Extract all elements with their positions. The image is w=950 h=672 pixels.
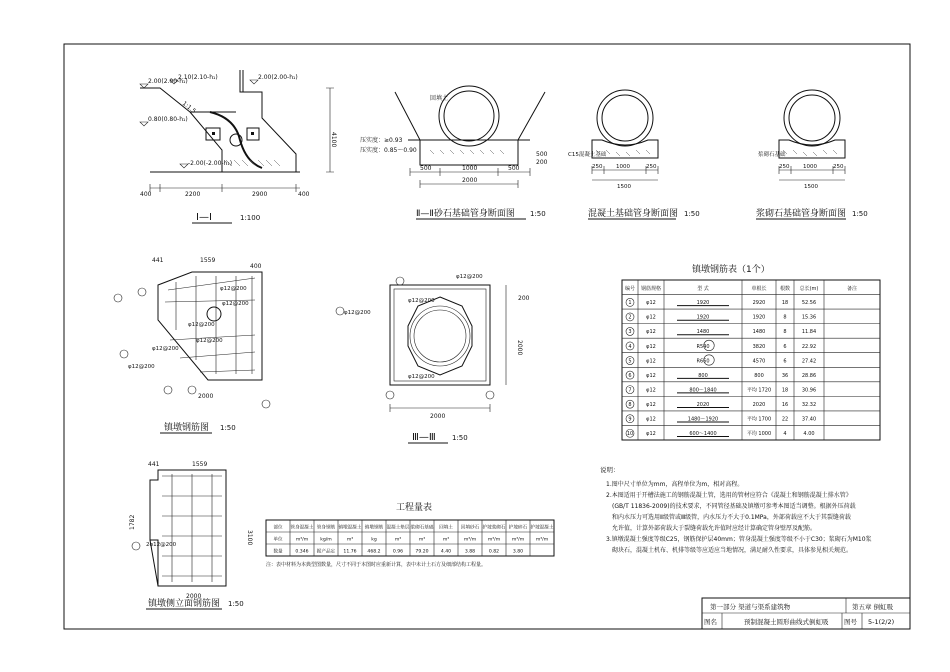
section-1-1: [140, 70, 337, 223]
rebar-header-6: 备注: [846, 285, 858, 292]
s5-scale: 1:50: [220, 424, 236, 432]
rebar-cell-9-total: 4.00: [803, 431, 815, 438]
rebar-header-5: 总长(m): [799, 285, 819, 292]
section-2-2: [360, 86, 548, 219]
s6-rebar-4: φ12@200: [408, 374, 435, 380]
rebar-cell-0-total: 52.56: [801, 300, 817, 307]
rebar-header-1: 钢筋规格: [640, 285, 662, 292]
rebar-cell-6-shape: 800～1840: [689, 387, 717, 394]
s3-dim-250a: 250: [592, 164, 603, 170]
rebar-cell-0-shape: 1920: [696, 300, 710, 307]
rebar-cell-7-shape: 2020: [696, 401, 710, 408]
qty-cell-0-5: 混凝土垫层: [386, 525, 410, 531]
rebar-cell-5-shape: 800: [698, 372, 708, 379]
rebar-cell-4-len: 4570: [752, 358, 766, 365]
rebar-cell-9-len: 平均 1000: [746, 431, 772, 438]
rebar-cell-4-spec: φ12: [646, 358, 656, 365]
qty-cell-2-1: 0.346: [295, 549, 309, 555]
note-line-4: 和内水压力可选用Ⅱ级管或Ⅲ级管，内水压力不大于0.1MPa，外部荷载应不大于其裂缝荷载: [612, 514, 851, 521]
rebar-cell-6-spec: φ12: [646, 387, 656, 394]
s5-dim-2000: 2000: [198, 393, 214, 400]
s7-dim-1559: 1559: [192, 461, 208, 468]
rebar-cell-2-shape: 1480: [696, 329, 710, 336]
rebar-cell-1-shape: 1920: [696, 314, 710, 321]
rebar-cell-9-spec: φ12: [646, 431, 656, 438]
rebar-cell-2-len: 1480: [752, 329, 766, 336]
s1-slope: 1:1.5: [180, 100, 198, 116]
rebar-cell-7-len: 2020: [752, 401, 766, 408]
s1-dim-400a: 400: [140, 191, 152, 198]
rebar-cell-2-no: 3: [628, 329, 632, 336]
rebar-cell-6-no: 7: [628, 387, 632, 394]
quantity-note: 注：表中材料为本典型图数量，尺寸不同于本图时应重新计算，表中未计土石方及细部结构工程量。: [266, 562, 487, 568]
qty-cell-1-11: m³/m: [535, 537, 549, 543]
s7-dim-441: 441: [148, 461, 160, 468]
s1-dim-400b: 400: [298, 191, 310, 198]
qty-cell-1-2: kg/m: [320, 537, 332, 543]
qty-cell-2-9: 0.82: [488, 549, 500, 555]
s5-dim-1559: 1559: [200, 257, 216, 264]
rebar-cell-6-total: 30.96: [801, 387, 817, 394]
qty-cell-0-3: 镇墩混凝土: [338, 525, 362, 531]
rebar-cell-7-total: 32.32: [801, 401, 817, 408]
s2-title: Ⅱ—Ⅱ砂石基础管身断面图: [416, 209, 515, 219]
note-line-3: (GB/T 11836-2009)的技术要求，不同管径基础及镇墩可参考本图适当调整。根据外压荷载: [612, 503, 856, 510]
rebar-cell-0-no: 1: [628, 300, 632, 307]
note-line-7: 砌块石，混凝土机布、机排等级等应适应当地情况，满足耐久性要求，具体参见相关规范。: [612, 547, 853, 554]
s4-dim-1000: 1000: [803, 164, 817, 170]
rebar-table-title: 镇墩钢筋表（1个）: [692, 265, 770, 275]
s1-level-1: 2.00(2.00-h₁): [148, 78, 188, 85]
rebar-cell-8-len: 平均 1700: [746, 416, 772, 423]
s6-dim-2000b: 2000: [516, 340, 523, 356]
rebar-cell-3-no: 4: [628, 343, 632, 350]
s2-dim-2000: 2000: [462, 177, 478, 184]
rebar-cell-6-len: 平均 1720: [746, 387, 772, 394]
rebar-cell-5-total: 28.86: [801, 372, 817, 379]
rebar-cell-8-spec: φ12: [646, 416, 656, 423]
rebar-header-0: 编号: [624, 285, 636, 292]
qty-cell-1-8: m³/m: [463, 537, 477, 543]
rebar-header-3: 单根长: [751, 285, 767, 292]
rebar-cell-5-spec: φ12: [646, 372, 656, 379]
s4-label: 浆砌石基础: [758, 152, 786, 158]
qty-cell-0-4: 镇墩钢筋: [364, 525, 384, 531]
note-line-5: 允许值，计算外部荷载大于裂缝荷载允许值时应经计算确定管身壁厚及配筋。: [612, 525, 817, 532]
note-line-1: 1.图中尺寸单位为mm，高程单位为m，相对高程。: [606, 481, 744, 488]
rebar-table: [622, 263, 880, 440]
note-line-2: 2.本图适用于开槽法施工的钢筋混凝土管，选用的管材应符合《混凝土和钢筋混凝土排水管》: [606, 492, 852, 499]
qty-cell-1-6: m³: [418, 537, 426, 543]
s7-title: 镇墩侧立面钢筋图: [148, 599, 221, 609]
s4-title: 浆砌石基础管身断面图: [756, 209, 847, 219]
qty-cell-2-10: 3.80: [512, 549, 524, 555]
s3-dim-1000: 1000: [616, 164, 630, 170]
rebar-cell-9-count: 4: [783, 431, 787, 438]
s3-scale: 1:50: [684, 210, 700, 218]
rebar-cell-3-len: 3820: [752, 343, 766, 350]
rebar-cell-8-total: 37.40: [801, 416, 817, 423]
qty-cell-1-9: m³/m: [487, 537, 501, 543]
s7-dim-3100: 3100: [246, 530, 253, 546]
s7-dim-1782: 1782: [129, 514, 136, 530]
title-block-chapter: 第五章 倒虹吸: [852, 603, 894, 611]
rebar-cell-0-spec: φ12: [646, 300, 656, 307]
quantity-table-title: 工程量表: [396, 503, 433, 513]
s6-rebar-1: φ12@200: [408, 298, 435, 304]
s4-dim-250a: 250: [779, 164, 790, 170]
section-masonry-foundation: [756, 90, 868, 219]
rebar-cell-1-len: 1920: [752, 314, 766, 321]
rebar-cell-5-no: 6: [628, 372, 632, 379]
qty-cell-2-7: 4.40: [440, 549, 452, 555]
rebar-cell-4-shape: R660: [696, 358, 710, 365]
rebar-cell-6-count: 18: [781, 387, 789, 394]
qty-cell-0-11: 护坡混凝土: [530, 525, 554, 531]
s4-scale: 1:50: [852, 210, 868, 218]
s3-label: C15混凝土基础: [568, 152, 607, 158]
title-block-part: 第一部分 渠道与渠系建筑物: [710, 603, 791, 611]
rebar-cell-7-spec: φ12: [646, 401, 656, 408]
title-block-no: 5-1(2/2): [868, 618, 895, 626]
rebar-cell-7-count: 16: [781, 401, 789, 408]
s5-dim-441: 441: [152, 257, 164, 264]
s5-rebar-2: φ12@200: [222, 301, 249, 307]
qty-cell-0-10: 护坡碎石: [508, 525, 528, 531]
qty-cell-0-8: 回填砂石: [460, 525, 480, 531]
anchor-rebar-drawing: [114, 257, 270, 433]
rebar-cell-3-spec: φ12: [646, 343, 656, 350]
notes-title: 说明：: [600, 466, 620, 474]
rebar-cell-1-total: 15.36: [801, 314, 817, 321]
s1-level-2: 2.10(2.10-h₁): [178, 74, 218, 81]
title-block-name-label: 图名: [704, 618, 717, 626]
qty-cell-1-3: m³: [346, 537, 354, 543]
rebar-cell-5-len: 800: [754, 372, 764, 379]
s1-level-4: 0.80(0.80-h₁): [148, 116, 188, 123]
rebar-cell-8-no: 9: [628, 416, 632, 423]
rebar-cell-4-no: 5: [628, 358, 632, 365]
qty-cell-2-6: 79.20: [415, 549, 429, 555]
rebar-cell-7-no: 8: [628, 401, 632, 408]
rebar-cell-9-no: 10: [626, 431, 634, 438]
side-elevation-rebar: [129, 461, 253, 609]
s3-title: 混凝土基础管身断面图: [588, 209, 679, 219]
s2-note-1: 压实度：≥0.93: [360, 137, 403, 144]
note-line-6: 3.镇墩混凝土强度等级C25，钢筋保护层40mm；管身混凝土强度等级不小于C30；浆砌石为M10浆: [606, 536, 872, 543]
s6-dim-200: 200: [518, 295, 530, 302]
qty-cell-0-2: 管身钢筋: [316, 525, 336, 531]
rebar-cell-9-shape: 600～1400: [689, 431, 717, 438]
s6-rebar-3: φ12@200: [344, 310, 371, 316]
s3-dim-1500: 1500: [617, 184, 631, 190]
design-notes: [600, 465, 872, 554]
section-3-3: [336, 274, 530, 443]
section-concrete-foundation: [568, 90, 700, 219]
rebar-header-4: 根数: [779, 285, 791, 292]
rebar-cell-1-count: 8: [783, 314, 787, 321]
s1-level-5: -2.00(-2.00-h₁): [188, 160, 233, 167]
rebar-cell-5-count: 36: [781, 372, 789, 379]
title-block: [702, 598, 910, 629]
qty-cell-1-5: m³: [394, 537, 402, 543]
s7-dim-2000: 2000: [186, 593, 202, 600]
rebar-cell-0-count: 18: [781, 300, 789, 307]
rebar-cell-8-shape: 1480～1920: [687, 416, 719, 423]
qty-cell-0-7: 回填土: [439, 525, 453, 531]
s5-rebar-4: φ12@200: [152, 346, 179, 352]
s7-rebar-1: 2φ12@200: [146, 542, 177, 548]
s5-rebar-6: φ12@200: [196, 338, 223, 344]
qty-cell-0-6: 浆砌石基础: [410, 525, 434, 531]
s6-rebar-2: φ12@200: [456, 274, 483, 280]
s5-title: 镇墩钢筋图: [164, 423, 210, 433]
qty-cell-1-7: m³: [442, 537, 450, 543]
s2-dim-200: 200: [536, 159, 548, 166]
qty-cell-2-8: 3.88: [464, 549, 476, 555]
quantity-table: [266, 501, 554, 568]
s6-dim-2000a: 2000: [430, 413, 446, 420]
rebar-cell-2-total: 11.84: [801, 329, 817, 336]
s2-fill-label: 回填土: [430, 95, 449, 102]
qty-cell-2-0: 数量: [273, 549, 283, 555]
s2-note-2: 压实度：0.85～0.90: [360, 147, 417, 154]
s6-title: Ⅲ—Ⅲ: [412, 432, 436, 443]
qty-cell-0-9: 护坡浆砌石: [482, 525, 506, 531]
rebar-header-2: 型 式: [697, 285, 709, 292]
s2-dim-500a: 500: [420, 165, 432, 172]
s4-dim-250b: 250: [833, 164, 844, 170]
rebar-cell-2-count: 8: [783, 329, 787, 336]
rebar-cell-3-shape: R540: [696, 343, 710, 350]
s1-dim-2900: 2900: [252, 191, 268, 198]
rebar-cell-4-count: 6: [783, 358, 787, 365]
qty-cell-2-3: 11.76: [343, 549, 357, 555]
qty-cell-1-10: m³/m: [511, 537, 525, 543]
s6-scale: 1:50: [452, 434, 468, 442]
rebar-cell-8-count: 22: [781, 416, 789, 423]
s1-scale: 1:100: [240, 214, 261, 222]
s2-scale: 1:50: [530, 210, 546, 218]
rebar-cell-4-total: 27.42: [801, 358, 817, 365]
qty-cell-0-0: 部位: [273, 525, 283, 531]
s7-scale: 1:50: [228, 600, 244, 608]
s3-dim-250b: 250: [646, 164, 657, 170]
rebar-cell-0-len: 2920: [752, 300, 766, 307]
qty-cell-1-4: kg: [371, 537, 377, 543]
s5-rebar-5: φ12@200: [128, 364, 155, 370]
rebar-cell-2-spec: φ12: [646, 329, 656, 336]
qty-cell-0-1: 管身混凝土: [290, 525, 314, 531]
s1-title: Ⅰ—Ⅰ: [196, 212, 212, 223]
s2-dim-500c: 500: [536, 151, 548, 158]
rebar-cell-3-count: 6: [783, 343, 787, 350]
rebar-cell-1-no: 2: [628, 314, 632, 321]
s5-rebar-1: φ12@200: [220, 286, 247, 292]
rebar-cell-1-spec: φ12: [646, 314, 656, 321]
qty-cell-2-5: 0.96: [392, 549, 404, 555]
s1-dim-4100: 4100: [330, 132, 337, 148]
qty-cell-2-4: 468.2: [367, 549, 381, 555]
rebar-cell-3-total: 22.92: [801, 343, 817, 350]
s5-rebar-3: φ12@200: [188, 322, 215, 328]
s1-level-3: 2.00(2.00-h₁): [258, 74, 298, 81]
qty-cell-1-0: 单位: [273, 537, 283, 543]
s1-dim-2200: 2200: [185, 191, 201, 198]
s5-dim-400: 400: [250, 263, 262, 270]
qty-cell-1-1: m³/m: [295, 537, 309, 543]
title-block-name: 预制混凝土圆形曲线式倒虹吸: [744, 618, 829, 626]
s4-dim-1500: 1500: [804, 184, 818, 190]
qty-cell-2-2: 据产品定: [316, 549, 336, 555]
s2-dim-1000: 1000: [462, 165, 478, 172]
title-block-no-label: 图号: [844, 618, 857, 626]
s2-dim-500b: 500: [508, 165, 520, 172]
